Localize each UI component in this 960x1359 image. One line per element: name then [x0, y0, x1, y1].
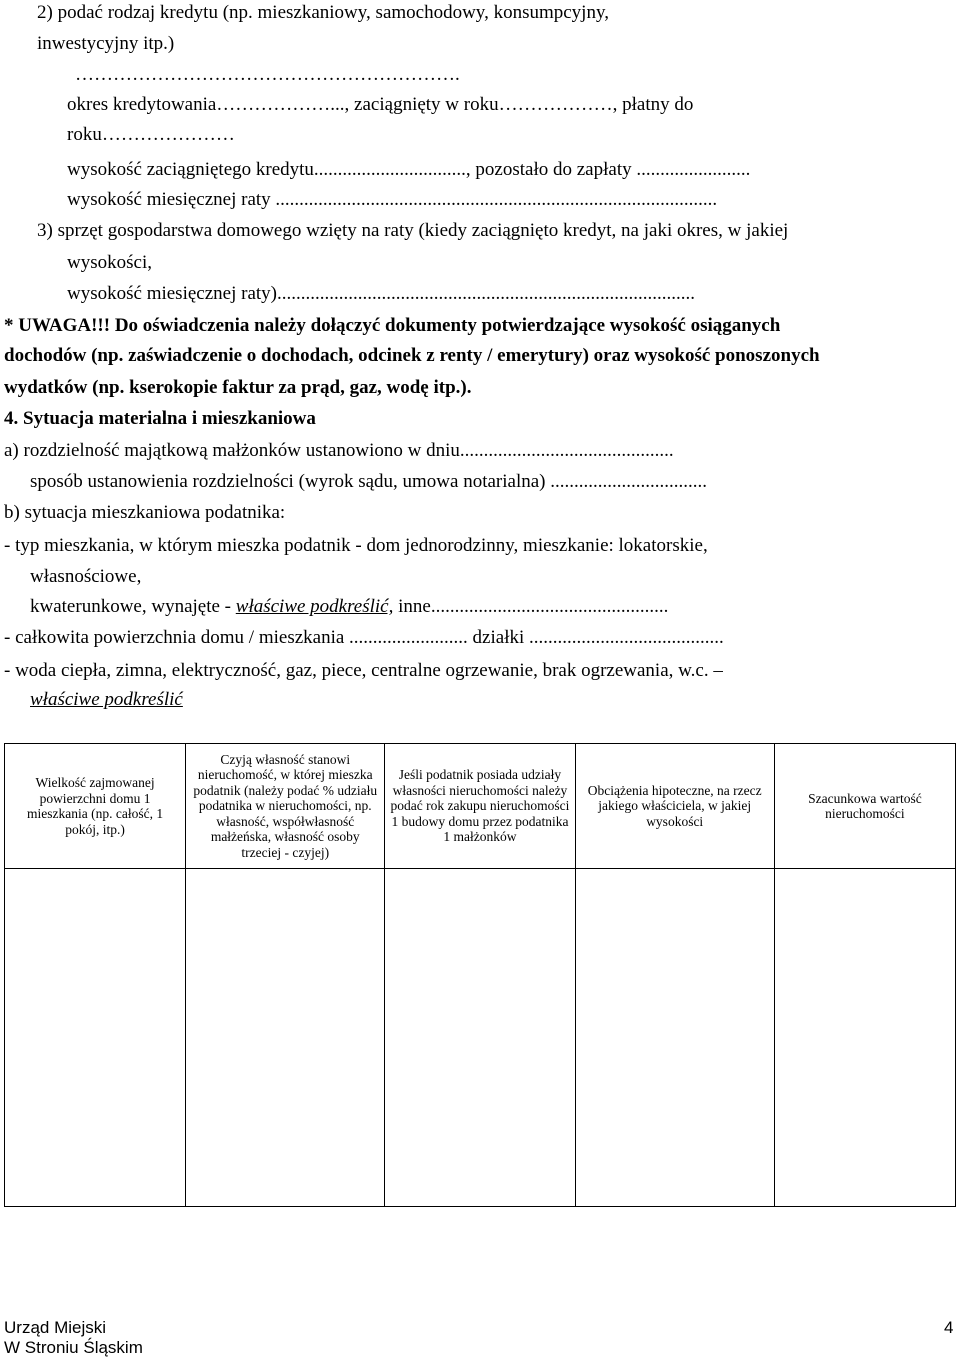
- text-line: b) sytuacja mieszkaniowa podatnika:: [4, 502, 286, 523]
- text-line: własnościowe,: [30, 566, 142, 587]
- text-line: 2) podać rodzaj kredytu (np. mieszkaniowy, samochodowy, konsumpcyjny,: [37, 2, 609, 23]
- text-segment: inne..................................................: [393, 596, 669, 617]
- text-line: sposób ustanowienia rozdzielności (wyrok sądu, umowa notarialna) .................................: [30, 471, 708, 492]
- table-row: [5, 869, 956, 1207]
- table-header-cell: Czyją własność stanowi nieruchomość, w której mieszka podatnik (należy podać % udziału podatnika w nieruchomości, np. własność, współwłasność małżeńska, własność osoby trzeciej - czyjej): [186, 744, 385, 869]
- text-line: [30, 596, 668, 618]
- text-segment: kwaterunkowe, wynajęte -: [30, 596, 236, 617]
- text-line: - woda ciepła, zimna, elektryczność, gaz, piece, centralne ogrzewanie, brak ogrzewania, w.c. –: [4, 660, 723, 681]
- table-header-cell: Wielkość zajmowanej powierzchni domu 1 mieszkania (np. całość, 1 pokój, itp.): [5, 744, 186, 869]
- text-line: roku…………………: [67, 124, 235, 145]
- text-line: …………………………………………………….: [75, 64, 460, 85]
- table-header-cell: Szacunkowa wartość nieruchomości: [774, 744, 955, 869]
- table-header-row: [5, 744, 956, 869]
- section-heading: 4. Sytuacja materialna i mieszkaniowa: [4, 408, 316, 429]
- text-line: 3) sprzęt gospodarstwa domowego wzięty na raty (kiedy zaciągnięto kredyt, na jaki okres, w jakiej: [37, 220, 789, 241]
- text-line: wysokość miesięcznej raty)........................................................................................: [67, 283, 695, 304]
- underlined-note: właściwe podkreślić,: [235, 596, 394, 617]
- table-header-cell: Jeśli podatnik posiada udziały własności nieruchomości należy podać rok zakupu nieruchomości 1 budowy domu przez podatnika 1 małżonków: [385, 744, 575, 869]
- office-name: Urząd Miejski: [4, 1318, 107, 1337]
- text-line: - całkowita powierzchnia domu / mieszkania ......................... działki .........................................: [4, 627, 724, 648]
- notice-line: wydatków (np. kserokopie faktur za prąd, gaz, wodę itp.).: [4, 377, 472, 398]
- text-line: wysokość miesięcznej raty .............................................................................................: [67, 189, 718, 210]
- text-line: inwestycyjny itp.): [37, 33, 175, 54]
- notice-line: * UWAGA!!! Do oświadczenia należy dołączyć dokumenty potwierdzające wysokość osiąganych: [4, 315, 781, 336]
- text-line: - typ mieszkania, w którym mieszka podatnik - dom jednorodzinny, mieszkanie: lokatorskie,: [4, 535, 708, 556]
- table-header-cell: Obciążenia hipoteczne, na rzecz jakiego właściciela, w jakiej wysokości: [575, 744, 774, 869]
- text-line: wysokość zaciągniętego kredytu................................, pozostało do zapłaty ........................: [67, 159, 751, 180]
- notice-line: dochodów (np. zaświadczenie o dochodach, odcinek z renty / emerytury) oraz wysokość ponoszonych: [4, 345, 820, 366]
- table-cell[interactable]: [774, 869, 955, 1207]
- table-cell[interactable]: [186, 869, 385, 1207]
- office-name: W Stroniu Śląskim: [4, 1338, 143, 1357]
- text-line: okres kredytowania………………..., zaciągnięty w roku………………, płatny do: [67, 94, 694, 115]
- text-line: a) rozdzielność majątkową małżonków ustanowiono w dniu.............................................: [4, 440, 674, 461]
- text-line: wysokości,: [67, 252, 152, 273]
- property-table: [4, 743, 956, 1207]
- underlined-note: właściwe podkreślić: [30, 689, 183, 710]
- table-cell[interactable]: [385, 869, 575, 1207]
- table-cell[interactable]: [5, 869, 186, 1207]
- page-number: 4: [944, 1318, 954, 1337]
- table-cell[interactable]: [575, 869, 774, 1207]
